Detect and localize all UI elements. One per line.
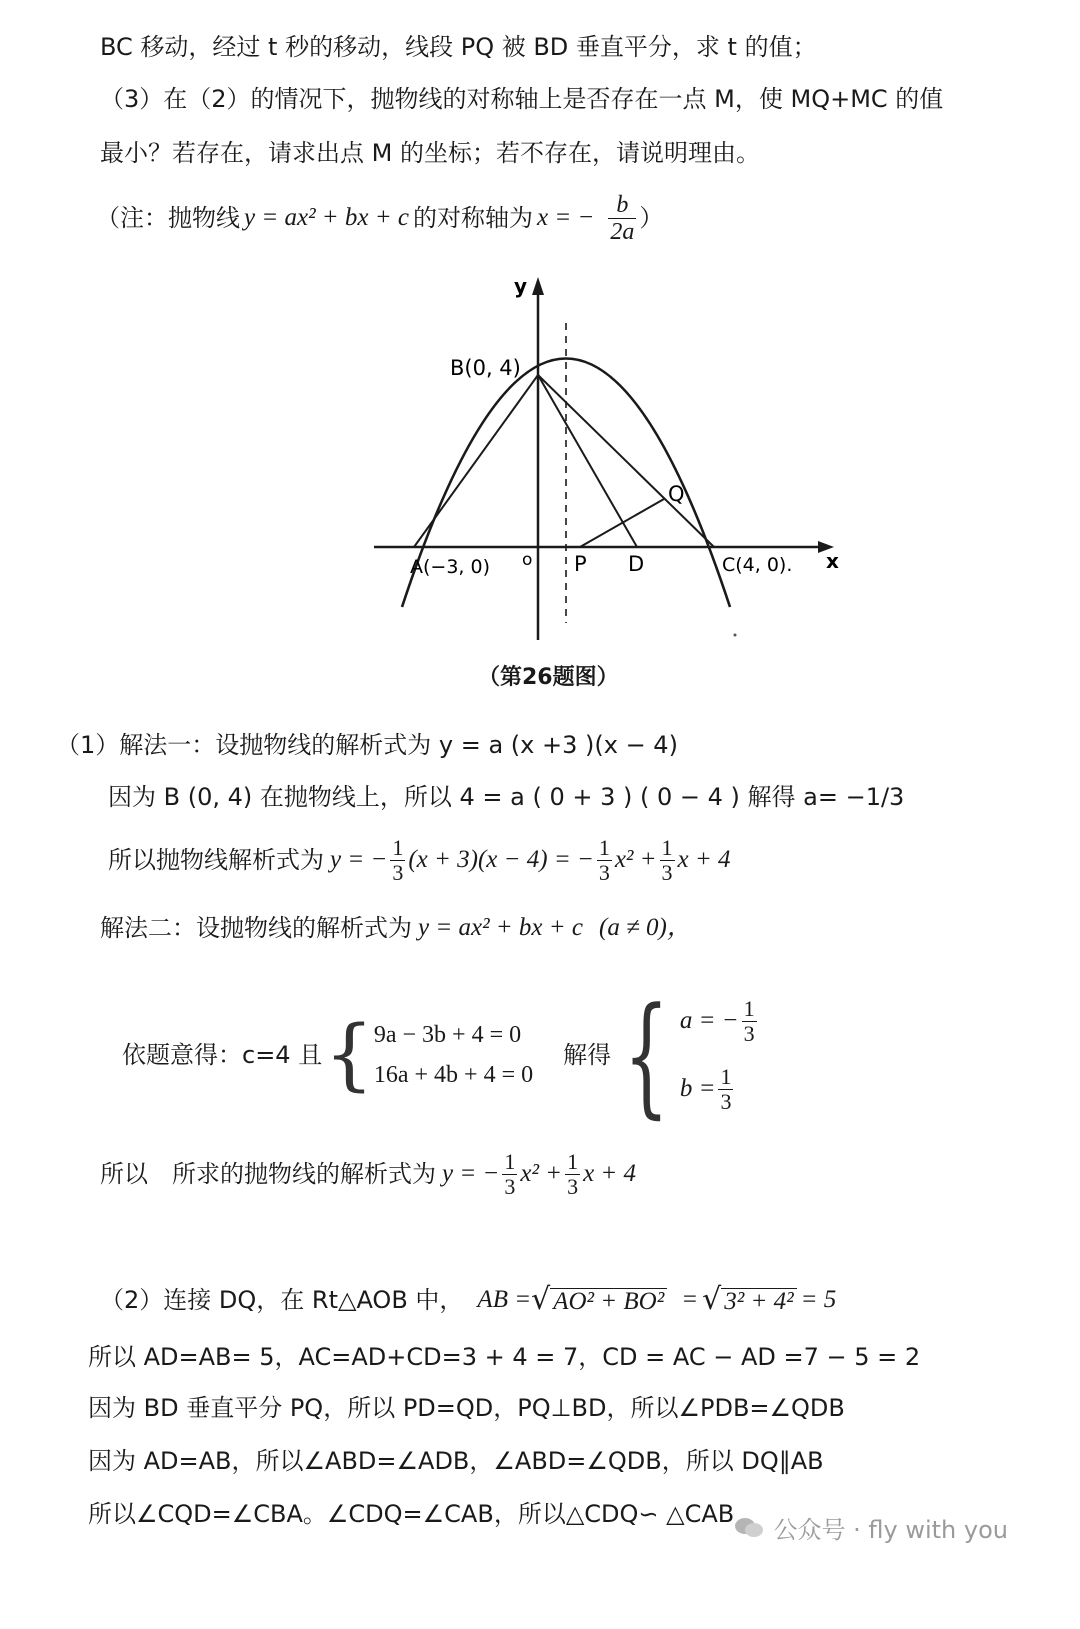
method2-formula: y = ax² + bx + c	[418, 914, 583, 941]
sol2-line-5: 所以∠CQD=∠CBA。∠CDQ=∠CAB，所以△CDQ∽ △CAB	[88, 1500, 735, 1528]
step2-formula-a: y = −	[330, 846, 388, 873]
sol1-method2	[100, 911, 692, 945]
stray-dot	[734, 634, 737, 637]
sol2-line-3: 因为 BD 垂直平分 PQ，所以 PD=QD，PQ⊥BD，所以∠PDB=∠QDB	[88, 1394, 845, 1422]
step2-frac-1	[390, 836, 405, 885]
method2-text: 解法二：设抛物线的解析式为	[100, 914, 412, 942]
sol2-ab: AB =	[477, 1286, 532, 1313]
sol1-step2	[108, 830, 731, 890]
solution-b	[680, 1059, 760, 1119]
label-origin: o	[522, 550, 533, 570]
frac-den: 3	[720, 1088, 732, 1114]
given-text: 依题意得：c=4 且	[122, 1041, 323, 1069]
frac-den: 3	[392, 859, 404, 885]
step2-frac-2	[597, 836, 612, 885]
result-frac-2	[565, 1150, 580, 1199]
sol-b-text: b =	[679, 1075, 716, 1102]
solution-a	[680, 991, 760, 1051]
frac-num: 1	[567, 1148, 579, 1174]
sol2-line-4: 因为 AD=AB，所以∠ABD=∠ADB，∠ABD=∠QDB，所以 DQ∥AB	[88, 1447, 824, 1475]
sqrt-1	[531, 1282, 667, 1317]
radical-sign: √	[531, 1282, 551, 1317]
segment-pq	[580, 499, 664, 547]
note-frac-num: b	[616, 191, 629, 218]
sol2-line-2: 所以 AD=AB= 5，AC=AD+CD=3 + 4 = 7，CD = AC − AD =7 − 5 = 2	[88, 1343, 921, 1371]
method2-cond: (a ≠ 0)，	[599, 914, 692, 941]
sol1-step1: 因为 B (0, 4) 在抛物线上，所以 4 = a ( 0 + 3 ) ( 0 − 4 ) 解得 a= −1/3	[108, 783, 905, 811]
step2-formula-b: (x + 3)(x − 4) = −	[408, 846, 594, 873]
solution-brace: {	[623, 979, 670, 1131]
result-frac-1	[502, 1150, 517, 1199]
label-c: C(4, 0).	[722, 554, 793, 576]
note-axis-lhs: x = −	[537, 204, 595, 231]
solve-text: 解得	[563, 1041, 612, 1069]
figure-caption: （第26题图）	[478, 665, 619, 690]
frac-den: 3	[661, 859, 673, 885]
problem-line-2: （3）在（2）的情况下，抛物线的对称轴上是否存在一点 M，使 MQ+MC 的值	[100, 85, 944, 113]
label-x: x	[826, 549, 839, 573]
step2-text: 所以抛物线解析式为	[108, 846, 324, 874]
watermark-text: 公众号 · fly with you	[773, 1516, 1008, 1544]
sol-a-frac	[742, 997, 757, 1046]
label-d: D	[628, 552, 645, 576]
sol1-system	[122, 979, 760, 1131]
frac-num: 1	[720, 1063, 732, 1089]
frac-num: 1	[598, 834, 610, 860]
step2-formula-c: x² +	[614, 846, 657, 873]
equation-1: 9a − 3b + 4 = 0	[373, 1022, 522, 1048]
note-close: ）	[639, 204, 664, 232]
result-text: 所以 所求的抛物线的解析式为	[100, 1160, 436, 1188]
note-frac-den: 2a	[610, 218, 635, 245]
label-y: y	[514, 274, 528, 298]
label-a: A(−3, 0)	[410, 556, 490, 578]
sol2-line1-text: （2）连接 DQ，在 Rt△AOB 中，	[100, 1286, 464, 1314]
frac-den: 3	[504, 1173, 516, 1199]
sol2-line-1	[100, 1280, 836, 1320]
equation-system	[324, 1010, 534, 1100]
sol2-eq: =	[681, 1286, 699, 1313]
sol1-title: （1）解法一：设抛物线的解析式为 y = a (x +3 )(x − 4)	[56, 731, 678, 759]
step2-formula-d: x + 4	[677, 846, 731, 873]
result-a: y = −	[442, 1160, 500, 1187]
sqrt-2-content: 3² + 4²	[721, 1288, 796, 1315]
equation-2: 16a + 4b + 4 = 0	[373, 1062, 534, 1088]
problem-line-1: BC 移动，经过 t 秒的移动，线段 PQ 被 BD 垂直平分，求 t 的值；	[100, 33, 817, 61]
frac-num: 1	[392, 834, 404, 860]
label-q: Q	[668, 482, 685, 506]
parabola-figure	[0, 265, 1080, 685]
solution-system	[611, 979, 759, 1131]
sol1-result	[100, 1144, 636, 1204]
segment-ab	[414, 375, 538, 547]
sqrt-2	[702, 1282, 797, 1317]
y-axis-arrow	[532, 277, 544, 295]
step2-frac-3	[660, 836, 675, 885]
sol2-end: = 5	[800, 1286, 837, 1313]
sqrt-1-content: AO² + BO²	[550, 1288, 667, 1315]
note-open: （注：抛物线	[96, 204, 240, 232]
radical-sign: √	[702, 1282, 722, 1317]
frac-den: 3	[598, 859, 610, 885]
frac-num: 1	[743, 995, 755, 1021]
result-c: x + 4	[583, 1160, 637, 1187]
problem-line-3: 最小？若存在，请求出点 M 的坐标；若不存在，请说明理由。	[100, 139, 760, 167]
label-p: P	[574, 552, 587, 576]
label-b: B(0, 4)	[450, 356, 521, 380]
watermark	[734, 1510, 1008, 1545]
frac-den: 3	[743, 1020, 755, 1046]
frac-den: 3	[567, 1173, 579, 1199]
segment-bd	[538, 375, 637, 547]
frac-num: 1	[504, 1148, 516, 1174]
result-b: x² +	[520, 1160, 563, 1187]
note-mid: 的对称轴为	[413, 204, 533, 232]
system-brace: {	[324, 1010, 374, 1100]
problem-note	[96, 193, 663, 243]
sol-a-text: a = −	[679, 1007, 739, 1034]
note-fraction	[608, 192, 636, 245]
frac-num: 1	[661, 834, 673, 860]
wechat-icon	[734, 1516, 764, 1540]
note-formula: y = ax² + bx + c	[244, 204, 409, 231]
sol-b-frac	[718, 1065, 733, 1114]
